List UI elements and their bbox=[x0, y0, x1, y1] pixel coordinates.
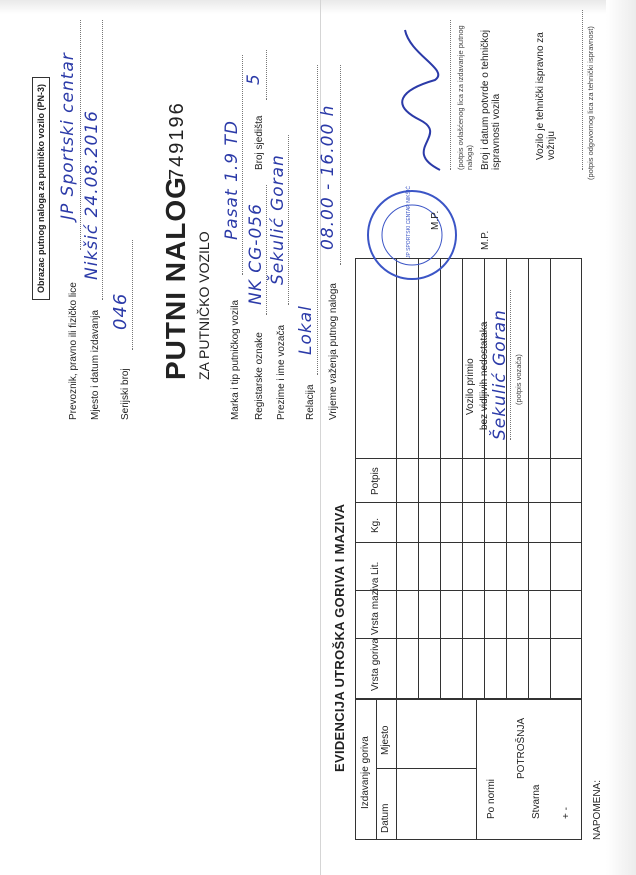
tehnicki-sign-line bbox=[582, 10, 583, 170]
fuel-table bbox=[355, 258, 582, 700]
marka-line bbox=[242, 55, 243, 275]
col-lit: Lit. bbox=[370, 561, 381, 575]
registarske-value: NK CG-056 bbox=[246, 203, 266, 305]
serijski-label: Serijski broj bbox=[120, 368, 131, 420]
vrijeme-line bbox=[340, 65, 341, 265]
doc-subtitle: ZA PUTNIČKO VOZILO bbox=[196, 231, 212, 380]
document-sheet bbox=[10, 0, 610, 860]
mp2-label: M.P. bbox=[480, 230, 491, 250]
po-normi-label: Po normi bbox=[486, 778, 497, 819]
prevoznik-line bbox=[80, 20, 81, 250]
serijski-value: 046 bbox=[110, 292, 131, 330]
vozac-line bbox=[288, 135, 289, 305]
issuer-sign-line bbox=[450, 20, 451, 170]
relacija-label: Relacija bbox=[305, 384, 316, 420]
mjesto-label: Mjesto i datum izdavanja bbox=[90, 309, 101, 420]
mjesto-line bbox=[102, 20, 103, 300]
primio-signature: Šekulić Goran bbox=[490, 309, 510, 440]
tehnicki-ispravno: Vozilo je tehnički ispravno za vožnju bbox=[535, 32, 557, 160]
registarske-line bbox=[266, 185, 267, 315]
izdavanje-goriva-label: Izdavanje goriva bbox=[360, 736, 371, 809]
potpis-tehnicki: (potpis odgovornog lica za tehnički ispravnost) bbox=[586, 26, 595, 180]
relacija-value: Lokal bbox=[296, 305, 316, 355]
vozac-value: Šekulić Goran bbox=[268, 154, 288, 285]
col-potpis: Potpis bbox=[370, 467, 381, 495]
potrosnja-label: POTROŠNJA bbox=[516, 717, 527, 779]
col-kg: Kg. bbox=[370, 517, 381, 533]
col-vrsta-goriva: Vrsta goriva bbox=[370, 638, 381, 691]
prevoznik-value: JP Sportski centar bbox=[58, 52, 78, 220]
doc-number: 749196 bbox=[166, 101, 188, 180]
marka-label: Marka i tip putničkog vozila bbox=[230, 299, 241, 420]
stamp-text: JP SPORTSKI CENTAR NIKŠIĆ bbox=[406, 186, 412, 258]
stamp-seal bbox=[362, 185, 462, 285]
scan-edge-right bbox=[606, 0, 636, 875]
broj-datum-potvrde: Broj i datum potvrde o tehničkoj ispravnosti vozila bbox=[480, 29, 502, 170]
vozac-label: Prezime i ime vozača bbox=[276, 324, 287, 420]
doc-title: PUTNI NALOG bbox=[160, 176, 191, 380]
sjedista-line bbox=[266, 50, 267, 100]
marka-value: Pasat 1.9 TD bbox=[222, 120, 242, 240]
mjesto-value: Nikšić 24.08.2016 bbox=[82, 110, 102, 280]
bez-nedostataka-label: bez vidljivih nedostataka bbox=[479, 321, 490, 430]
mp-stamp-label: M.P. bbox=[430, 210, 441, 230]
fuel-log-heading: EVIDENCIJA UTROŠKA GORIVA I MAZIVA bbox=[332, 503, 347, 772]
prevoznik-label: Prevoznik, pravno ili fizičko lice bbox=[68, 282, 79, 420]
broj-sjedista-label: Broj sjedišta bbox=[254, 115, 265, 170]
col-vrsta-maziva: Vrsta maziva bbox=[370, 577, 381, 635]
serijski-line bbox=[132, 240, 133, 350]
vrijeme-label: Vrijeme važenja putnog naloga bbox=[328, 283, 339, 420]
form-code-box: Obrazac putnog naloga za putničko vozilo (PN-3) bbox=[32, 77, 50, 300]
potpis-vozaca: (potpis vozača) bbox=[514, 354, 523, 405]
registarske-label: Registarske oznake bbox=[254, 332, 265, 420]
potpis-izdavanje: (potpis ovlašćenog lica za izdavanje putnog naloga) bbox=[456, 25, 474, 170]
issuing-columns bbox=[355, 699, 582, 840]
col-datum: Datum bbox=[380, 803, 391, 833]
col-mjesto: Mjesto bbox=[380, 725, 391, 755]
vozilo-primio-label: Vozilo primio bbox=[465, 358, 476, 415]
stvarna-label: Stvarna bbox=[531, 784, 542, 819]
broj-sjedista-value: 5 bbox=[244, 73, 264, 85]
plus-minus-label: + - bbox=[561, 807, 572, 819]
napomena-label: NAPOMENA: bbox=[592, 779, 603, 840]
primio-sign-line bbox=[510, 290, 511, 440]
vrijeme-value: 08.00 - 16.00 h bbox=[318, 104, 338, 250]
